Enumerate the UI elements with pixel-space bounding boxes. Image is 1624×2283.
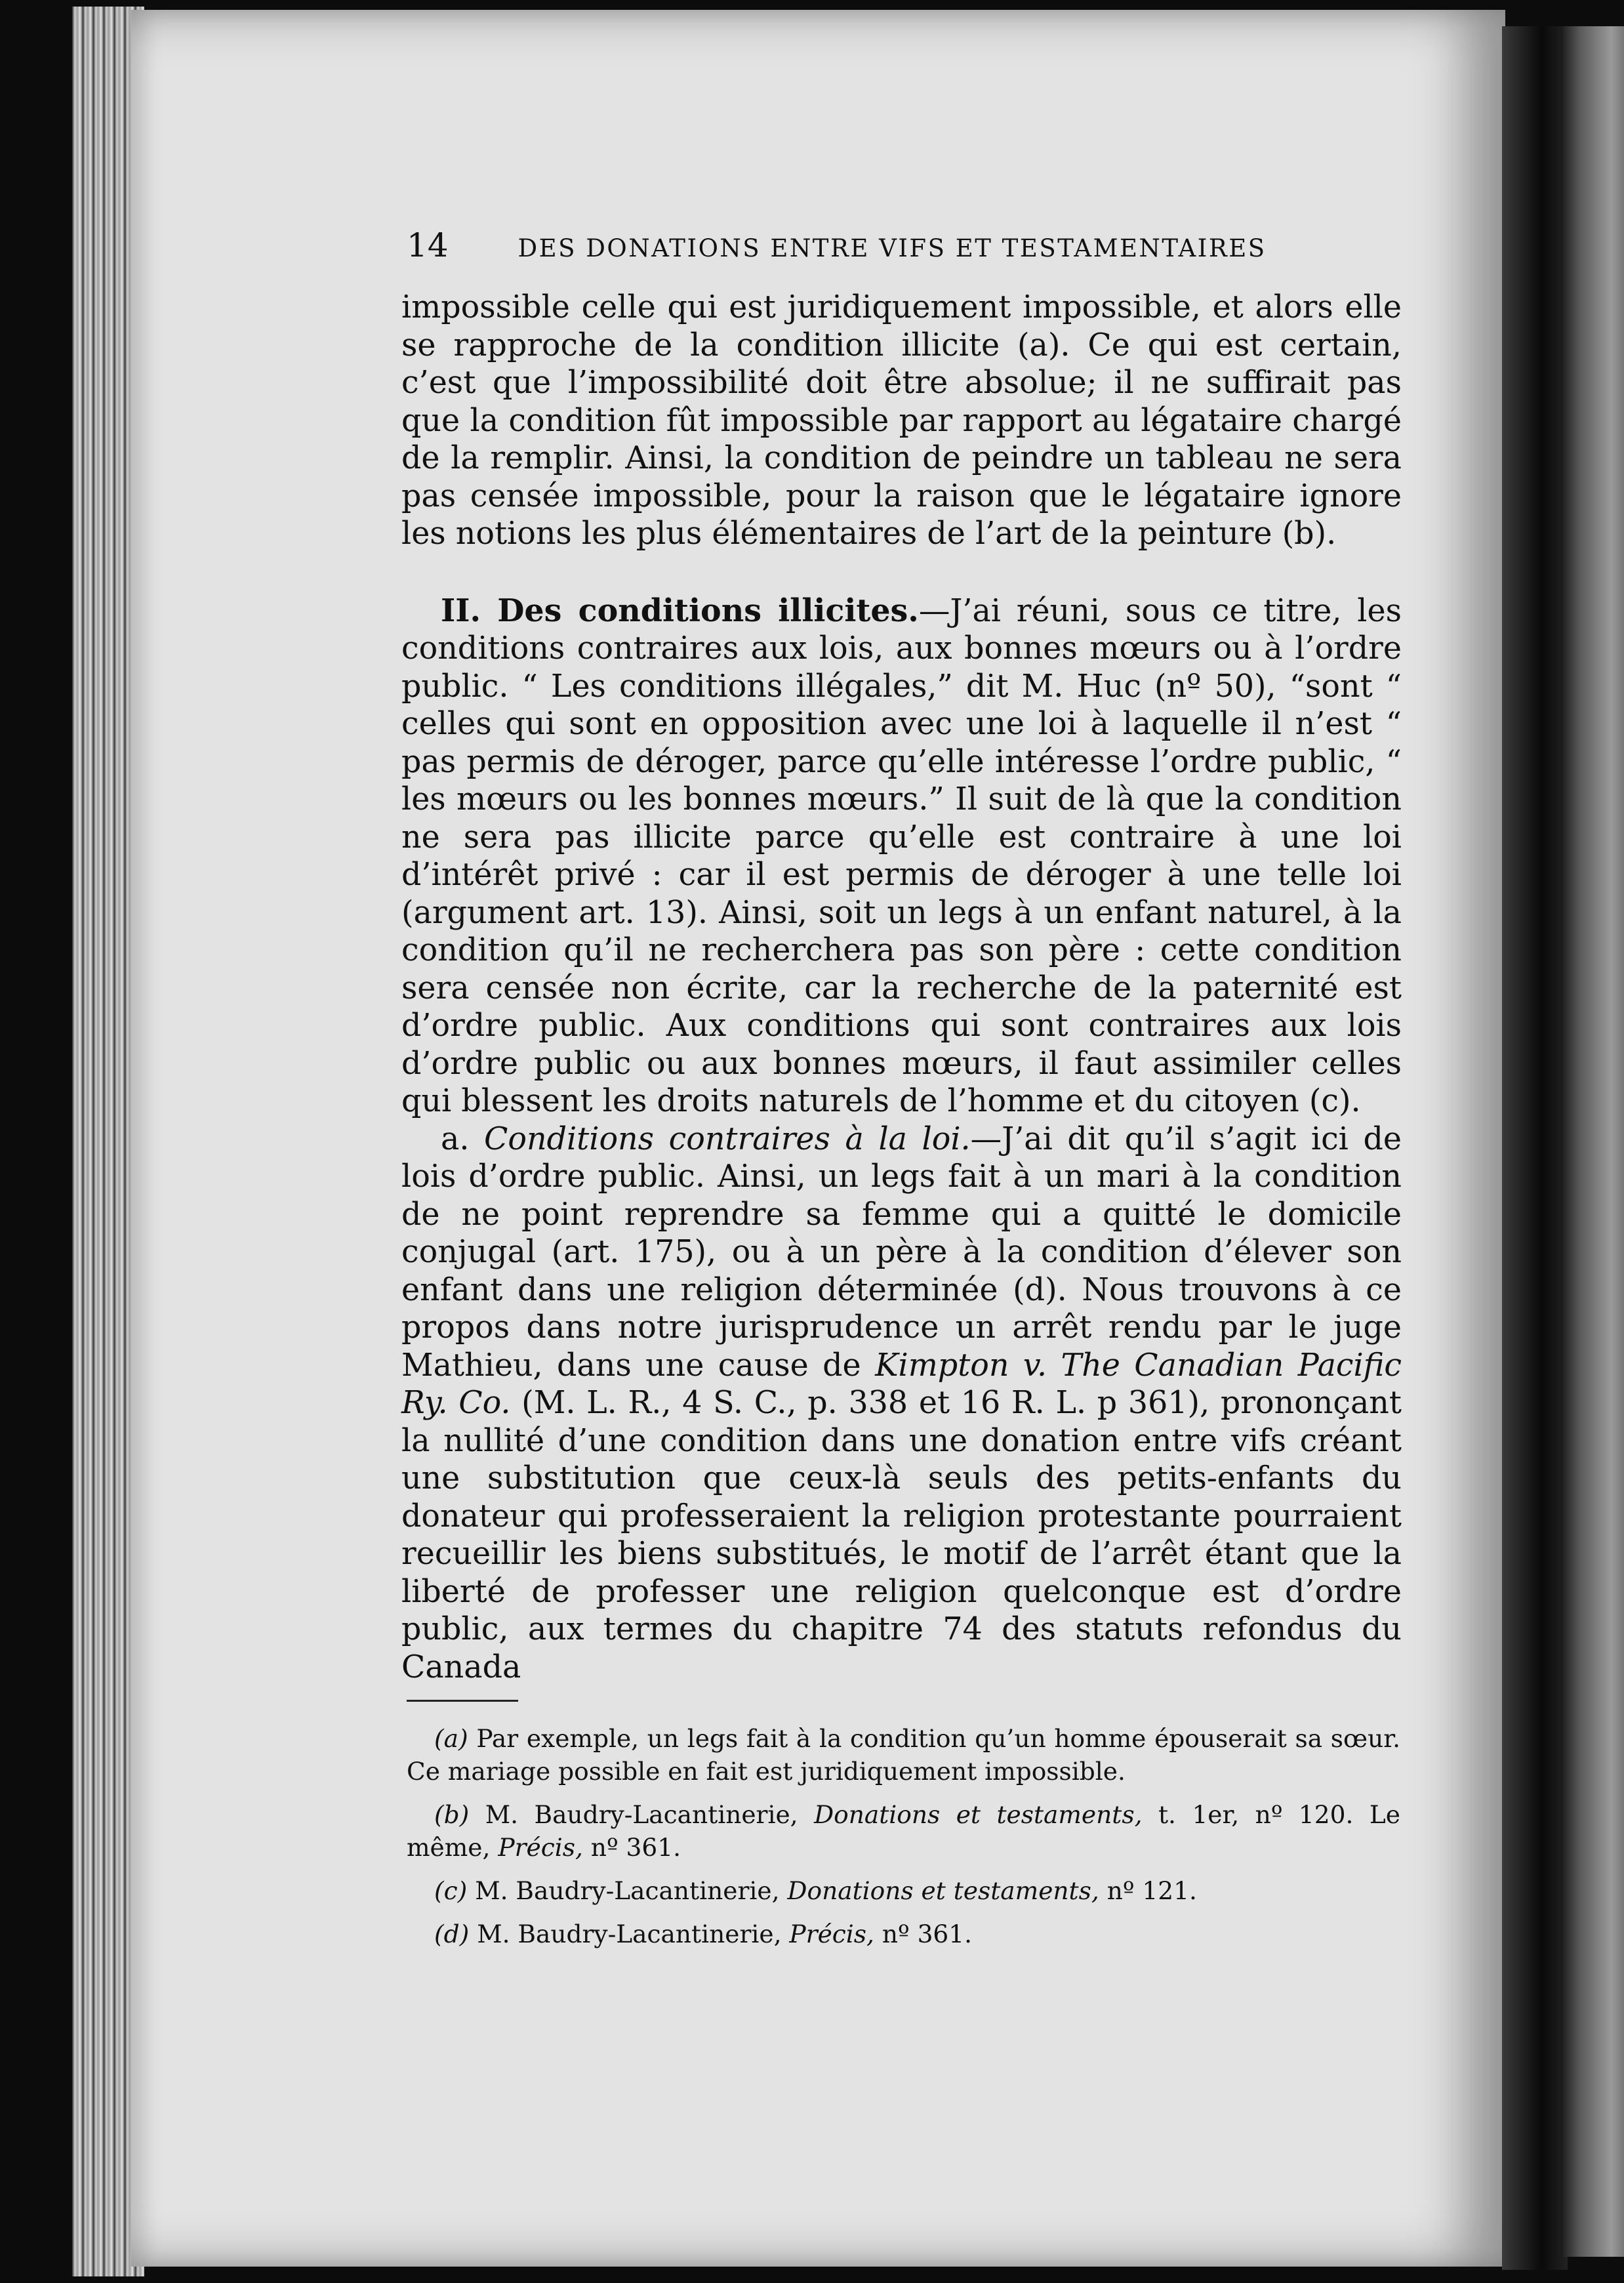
- paragraph-text-cont: (M. L. R., 4 S. C., p. 338 et 16 R. L. p 361), prononçant la nullité d’une condition dans une donation entre vifs créant une substitution que ceux-là seuls des petits-enfants du donateur qui professeraient la religion protestante pourraient recueillir les biens substitués, le motif de l’arrêt étant que la liberté de professer une religion quelconque est d’ordre public, aux termes du chapitre 74 des statuts refondus du Canada: [401, 1385, 1402, 1685]
- footnote-title: Précis,: [789, 1920, 874, 1948]
- footnote-text: nº 361.: [882, 1920, 973, 1948]
- footnote-title: Précis,: [498, 1833, 583, 1862]
- paragraph-illicit-conditions: [401, 592, 1402, 1121]
- footnote-title: Donations et testaments,: [787, 1876, 1099, 1905]
- footnote-separator: [407, 1700, 518, 1702]
- running-title: DES DONATIONS ENTRE VIFS ET TESTAMENTAIRES: [518, 234, 1267, 262]
- footnote-d: [407, 1918, 1400, 1950]
- footnote-title: Donations et testaments,: [814, 1800, 1143, 1829]
- main-text: [401, 289, 1402, 1686]
- paragraph-contrary-to-law: [401, 1121, 1402, 1687]
- footnote-text: nº 361.: [590, 1833, 681, 1862]
- footnotes: [407, 1722, 1400, 1961]
- footnote-text: Par exemple, un legs fait à la condition qu’un homme épouserait sa sœur. Ce mariage possible en fait est juridiquement impossible.: [407, 1724, 1400, 1786]
- footnote-a: [407, 1722, 1400, 1788]
- footnote-label: (b): [434, 1800, 470, 1829]
- footnote-author: M. Baudry-Lacantinerie,: [485, 1800, 798, 1829]
- book-gutter: [1502, 26, 1568, 2270]
- footnote-c: [407, 1874, 1400, 1907]
- subsection-heading: Conditions contraires à la loi.: [484, 1121, 971, 1157]
- footnote-text: t. 1er, nº 120. Le même,: [407, 1800, 1400, 1862]
- facing-page-edge: [1561, 26, 1624, 2257]
- footnote-label: (a): [434, 1724, 468, 1753]
- paragraph-text: —J’ai réuni, sous ce titre, les conditions contraires aux lois, aux bonnes mœurs ou à l’ordre public. “ Les conditions illégales,” dit M. Huc (nº 50), “sont “ celles qui sont en opposition avec une loi à laquelle il n’est “ pas permis de déroger, parce qu’elle intéresse l’ordre public, “ les mœurs ou les bonnes mœurs.” Il suit de là que la condition ne sera pas illicite parce qu’elle est contraire à une loi d’intérêt privé : car il est permis de déroger à une telle loi (argument art. 13). Ainsi, soit un legs à un enfant naturel, à la condition qu’il ne recherchera pas son père : cette condition sera censée non écrite, car la recherche de la paternité est d’ordre public. Aux conditions qui sont contraires aux lois d’ordre public ou aux bonnes mœurs, il faut assimiler celles qui blessent les droits naturels de l’homme et du citoyen (c).: [401, 592, 1402, 1119]
- footnote-text: nº 121.: [1106, 1876, 1197, 1905]
- footnote-author: M. Baudry-Lacantinerie,: [475, 1876, 780, 1905]
- page-number: 14: [407, 226, 449, 264]
- running-header: [407, 226, 1299, 266]
- case-name: Kimpton v. The Canadian Pacific Ry. Co.: [401, 1347, 1402, 1421]
- footnote-label: (d): [434, 1920, 470, 1948]
- section-heading: II. Des conditions illicites.: [441, 592, 919, 629]
- footnote-label: (c): [434, 1876, 468, 1905]
- paragraph-text: —J’ai dit qu’il s’agit ici de lois d’ordre public. Ainsi, un legs fait à un mari à la condition de ne point reprendre sa femme qui a quitté le domicile conjugal (art. 175), ou à un père à la condition d’élever son enfant dans une religion déterminée (d). Nous trouvons à ce propos dans notre jurisprudence un arrêt rendu par le juge Mathieu, dans une cause de: [401, 1121, 1402, 1384]
- footnote-author: M. Baudry-Lacantinerie,: [477, 1920, 782, 1948]
- subsection-label: a.: [441, 1121, 470, 1157]
- footnote-b: [407, 1798, 1400, 1864]
- paragraph-impossible-conditions: impossible celle qui est juridiquement impossible, et alors elle se rapproche de la condition illicite (a). Ce qui est certain, c’est que l’impossibilité doit être absolue; il ne suffirait pas que la condition fût impossible par rapport au légataire chargé de la remplir. Ainsi, la condition de peindre un tableau ne sera pas censée impossible, pour la raison que le légataire ignore les notions les plus élémentaires de l’art de la peinture (b).: [401, 289, 1402, 552]
